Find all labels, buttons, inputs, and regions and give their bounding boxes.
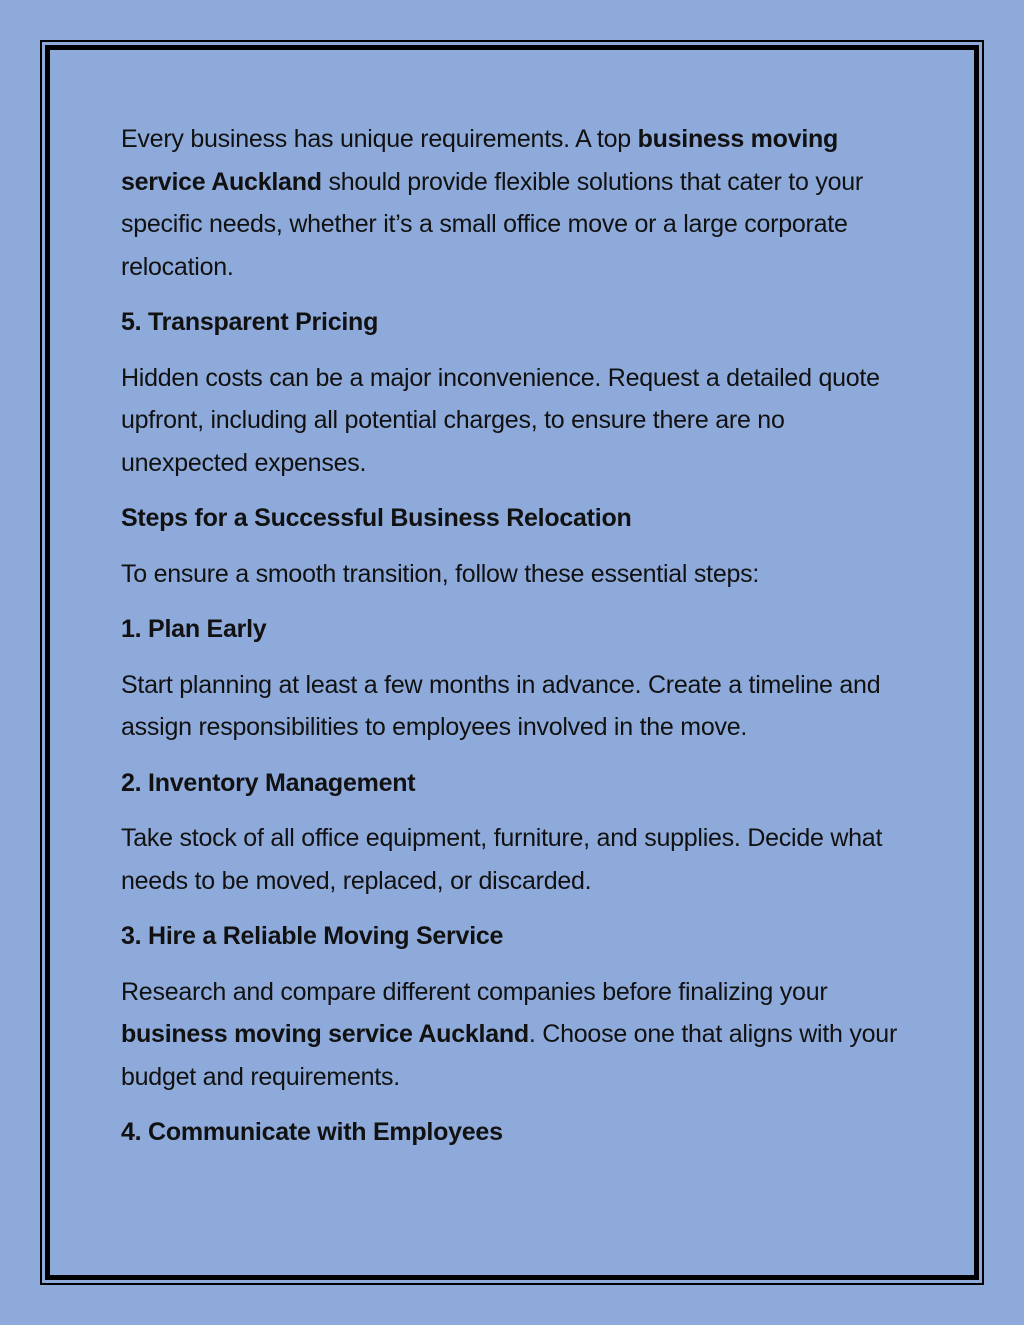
heading-plan-early: 1. Plan Early	[121, 615, 267, 643]
paragraph-hire-moving-service	[121, 971, 911, 1099]
heading-transparent-pricing: 5. Transparent Pricing	[121, 308, 379, 336]
paragraph-steps: To ensure a smooth transition, follow these essential steps:	[121, 559, 760, 588]
document-body	[121, 118, 911, 1167]
intro-text-start: Every business has unique requirements. A top	[121, 125, 638, 153]
intro-paragraph	[121, 118, 911, 288]
hire-text-end: . Choose one that aligns with your budget and requirements.	[121, 1020, 898, 1091]
intro-text-end: should provide flexible solutions that cater to your specific needs, whether it’s a small office move or a large corporate relocation.	[121, 167, 863, 281]
paragraph-inventory-management: Take stock of all office equipment, furniture, and supplies. Decide what needs to be moved, replaced, or discarded.	[121, 824, 883, 895]
heading-hire-moving-service: 3. Hire a Reliable Moving Service	[121, 922, 504, 950]
heading-steps: Steps for a Successful Business Relocation	[121, 504, 632, 532]
hire-text-start: Research and compare different companies before finalizing your	[121, 977, 828, 1006]
heading-communicate-employees: 4. Communicate with Employees	[121, 1118, 503, 1146]
heading-inventory-management: 2. Inventory Management	[121, 768, 416, 797]
hire-bold-keyword: business moving service Auckland	[121, 1020, 529, 1048]
paragraph-plan-early: Start planning at least a few months in advance. Create a timeline and assign responsibilities to employees involved in the move.	[121, 670, 881, 741]
paragraph-transparent-pricing: Hidden costs can be a major inconvenience. Request a detailed quote upfront, including all potential charges, to ensure there are no unexpected expenses.	[121, 363, 880, 477]
intro-bold-keyword: business moving service Auckland	[121, 125, 839, 196]
